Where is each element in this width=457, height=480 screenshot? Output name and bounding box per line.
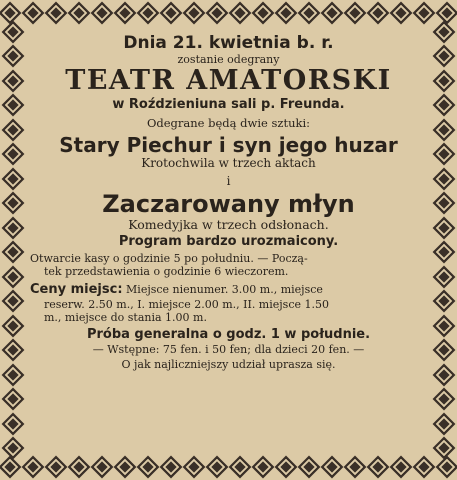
diamond-ornament-icon bbox=[433, 167, 456, 190]
closing-line: O jak najliczniejszy udział uprasza się. bbox=[121, 358, 336, 371]
diamond-ornament-icon bbox=[22, 456, 45, 479]
diamond-ornament-icon bbox=[114, 456, 137, 479]
diamond-ornament-icon bbox=[2, 192, 25, 215]
diamond-ornament-icon bbox=[2, 45, 25, 68]
diamond-ornament-icon bbox=[390, 456, 413, 479]
diamond-ornament-icon bbox=[45, 2, 68, 25]
diamond-ornament-icon bbox=[22, 2, 45, 25]
diamond-ornament-icon bbox=[433, 119, 456, 142]
diamond-ornament-icon bbox=[2, 314, 25, 337]
diamond-ornament-icon bbox=[433, 70, 456, 93]
prices-line3: m., miejsce do stania 1.00 m. bbox=[44, 310, 207, 324]
diamond-ornament-icon bbox=[2, 363, 25, 386]
rehearsal-line: Próba generalna o godz. 1 w południe. bbox=[86, 326, 371, 342]
conjunction: i bbox=[226, 173, 231, 188]
play1-description: Krotochwila w trzech aktach bbox=[141, 156, 316, 171]
diamond-ornament-icon bbox=[433, 412, 456, 435]
border-right bbox=[431, 24, 457, 456]
diamond-ornament-icon bbox=[68, 456, 91, 479]
diamond-ornament-icon bbox=[2, 388, 25, 411]
diamond-ornament-icon bbox=[298, 2, 321, 25]
diamond-ornament-icon bbox=[206, 2, 229, 25]
diamond-ornament-icon bbox=[137, 456, 160, 479]
diamond-ornament-icon bbox=[160, 2, 183, 25]
diamond-ornament-icon bbox=[413, 456, 436, 479]
diamond-ornament-icon bbox=[344, 2, 367, 25]
diamond-ornament-icon bbox=[2, 94, 25, 117]
diamond-ornament-icon bbox=[2, 216, 25, 239]
diamond-ornament-icon bbox=[344, 456, 367, 479]
diamond-ornament-icon bbox=[433, 21, 456, 44]
opening-times-line1: Otwarcie kasy o godzinie 5 po południu. — Począ- bbox=[30, 251, 308, 265]
diamond-ornament-icon bbox=[275, 2, 298, 25]
diamond-ornament-icon bbox=[433, 388, 456, 411]
diamond-ornament-icon bbox=[2, 339, 25, 362]
prices-text1: Miejsce nienumer. 3.00 m., miejsce bbox=[126, 282, 323, 296]
border-bottom bbox=[0, 454, 457, 480]
prices-label: Ceny miejsc: bbox=[30, 281, 123, 297]
play2-description: Komedyjka w trzech odsłonach. bbox=[128, 217, 329, 233]
diamond-ornament-icon bbox=[252, 2, 275, 25]
diamond-ornament-icon bbox=[2, 265, 25, 288]
diamond-ornament-icon bbox=[436, 456, 457, 479]
venue-line: w Roździeniuna sali p. Freunda. bbox=[112, 96, 345, 112]
border-top bbox=[0, 0, 457, 26]
diamond-ornament-icon bbox=[275, 456, 298, 479]
diamond-ornament-icon bbox=[183, 2, 206, 25]
diamond-ornament-icon bbox=[252, 456, 275, 479]
diamond-ornament-icon bbox=[2, 143, 25, 166]
diamond-ornament-icon bbox=[321, 2, 344, 25]
diamond-ornament-icon bbox=[2, 70, 25, 93]
diamond-ornament-icon bbox=[433, 143, 456, 166]
diamond-ornament-icon bbox=[433, 192, 456, 215]
diamond-ornament-icon bbox=[160, 456, 183, 479]
diamond-ornament-icon bbox=[433, 265, 456, 288]
diamond-ornament-icon bbox=[229, 456, 252, 479]
diamond-ornament-icon bbox=[0, 456, 21, 479]
diamond-ornament-icon bbox=[0, 2, 21, 25]
diamond-ornament-icon bbox=[433, 437, 456, 460]
diamond-ornament-icon bbox=[2, 241, 25, 264]
date-line: Dnia 21. kwietnia b. r. bbox=[123, 33, 334, 53]
diamond-ornament-icon bbox=[390, 2, 413, 25]
diamond-ornament-icon bbox=[433, 290, 456, 313]
play1-title: Stary Piechur i syn jego huzar bbox=[59, 133, 398, 158]
diamond-ornament-icon bbox=[2, 119, 25, 142]
prices-line1 bbox=[30, 282, 427, 298]
diamond-ornament-icon bbox=[45, 456, 68, 479]
diamond-ornament-icon bbox=[436, 2, 457, 25]
play2-title: Zaczarowany młyn bbox=[102, 189, 355, 218]
prices-line2: reserw. 2.50 m., I. miejsce 2.00 m., II. miejsce 1.50 bbox=[44, 297, 329, 311]
announcement-body bbox=[30, 28, 427, 450]
intro-text: zostanie odegrany bbox=[177, 52, 280, 66]
diamond-ornament-icon bbox=[321, 456, 344, 479]
diamond-ornament-icon bbox=[367, 2, 390, 25]
program-note: Program bardzo urozmaicony. bbox=[118, 233, 339, 249]
diamond-ornament-icon bbox=[183, 456, 206, 479]
diamond-ornament-icon bbox=[413, 2, 436, 25]
opening-times-line2: tek przedstawienia o godzinie 6 wieczorem. bbox=[44, 264, 289, 278]
diamond-ornament-icon bbox=[2, 437, 25, 460]
diamond-ornament-icon bbox=[433, 241, 456, 264]
headline-title: TEATR AMATORSKI bbox=[65, 65, 392, 97]
diamond-ornament-icon bbox=[433, 94, 456, 117]
diamond-ornament-icon bbox=[433, 339, 456, 362]
diamond-ornament-icon bbox=[91, 2, 114, 25]
diamond-ornament-icon bbox=[91, 456, 114, 479]
diamond-ornament-icon bbox=[2, 290, 25, 313]
diamond-ornament-icon bbox=[433, 45, 456, 68]
diamond-ornament-icon bbox=[433, 363, 456, 386]
diamond-ornament-icon bbox=[2, 21, 25, 44]
admission-line: — Wstępne: 75 fen. i 50 fen; dla dzieci 20 fen. — bbox=[92, 342, 365, 356]
diamond-ornament-icon bbox=[68, 2, 91, 25]
plays-intro: Odegrane będą dwie sztuki: bbox=[146, 115, 311, 130]
diamond-ornament-icon bbox=[114, 2, 137, 25]
diamond-ornament-icon bbox=[298, 456, 321, 479]
diamond-ornament-icon bbox=[229, 2, 252, 25]
diamond-ornament-icon bbox=[137, 2, 160, 25]
diamond-ornament-icon bbox=[2, 167, 25, 190]
diamond-ornament-icon bbox=[433, 314, 456, 337]
diamond-ornament-icon bbox=[206, 456, 229, 479]
diamond-ornament-icon bbox=[433, 216, 456, 239]
diamond-ornament-icon bbox=[367, 456, 390, 479]
diamond-ornament-icon bbox=[2, 412, 25, 435]
border-left bbox=[0, 24, 26, 456]
